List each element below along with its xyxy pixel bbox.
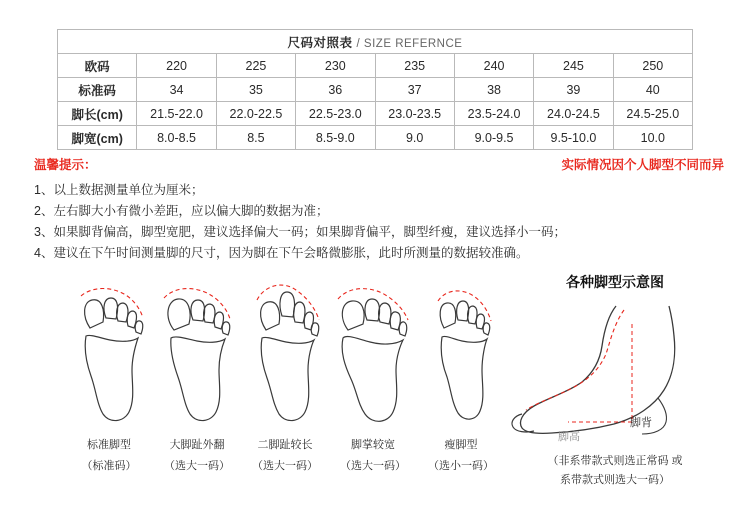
cell: 240 (454, 54, 533, 78)
cell: 8.5-9.0 (296, 126, 375, 150)
foot-type-wide (334, 272, 412, 474)
notes-section (34, 155, 724, 264)
table-row (58, 102, 693, 126)
cell: 9.0 (375, 126, 454, 150)
notes-heading-right: 实际情况因个人脚型不同而异 (561, 158, 724, 172)
cell: 9.0-9.5 (454, 126, 533, 150)
foot-label-name: 瘦脚型 (444, 439, 478, 451)
side-caption-line1: （非系带款式则选正常码 或 (547, 455, 683, 467)
label-foot-height: 脚高 (558, 431, 580, 443)
row-header-width: 脚宽(cm) (58, 126, 137, 150)
side-diagram-title: 各种脚型示意图 (566, 274, 664, 290)
table-row (58, 54, 693, 78)
foot-type-long-second-toe (246, 272, 324, 474)
size-table-title-en: / SIZE REFERNCE (356, 37, 463, 50)
foot-label-advice: （选大一码） (164, 460, 230, 472)
cell: 8.5 (216, 126, 295, 150)
table-row (58, 126, 693, 150)
cell: 40 (613, 78, 692, 102)
note-line: 1、以上数据测量单位为厘米； (34, 183, 204, 197)
cell: 21.5-22.0 (137, 102, 216, 126)
cell: 34 (137, 78, 216, 102)
cell: 10.0 (613, 126, 692, 150)
size-table (57, 29, 693, 150)
cell: 38 (454, 78, 533, 102)
foot-label-name: 大脚趾外翻 (169, 439, 225, 451)
foot-print-bunion-icon (158, 272, 236, 432)
cell: 250 (613, 54, 692, 78)
cell: 23.0-23.5 (375, 102, 454, 126)
cell: 245 (534, 54, 613, 78)
notes-heading-row (34, 155, 724, 173)
table-row (58, 78, 693, 102)
cell: 37 (375, 78, 454, 102)
cell: 230 (296, 54, 375, 78)
foot-print-narrow-icon (422, 272, 500, 432)
foot-print-standard-icon (70, 272, 148, 432)
cell: 36 (296, 78, 375, 102)
row-header-length: 脚长(cm) (58, 102, 137, 126)
foot-type-standard (70, 272, 148, 474)
cell: 24.0-24.5 (534, 102, 613, 126)
foot-label-advice: （标准码） (81, 460, 137, 472)
cell: 23.5-24.0 (454, 102, 533, 126)
size-table-title-cn: 尺码对照表 (287, 35, 353, 50)
size-table-title (58, 30, 693, 54)
foot-side-profile-icon (500, 302, 730, 450)
foot-label-name: 二脚趾较长 (257, 439, 313, 451)
row-header-standard: 标准码 (58, 78, 137, 102)
cell: 220 (137, 54, 216, 78)
table-row-title (58, 30, 693, 54)
cell: 22.5-23.0 (296, 102, 375, 126)
note-line: 2、左右脚大小有微小差距，应以偏大脚的数据为准； (34, 204, 329, 218)
cell: 9.5-10.0 (534, 126, 613, 150)
foot-type-bunion (158, 272, 236, 474)
foot-label-advice: （选大一码） (340, 460, 406, 472)
foot-print-long-second-toe-icon (246, 272, 324, 432)
size-chart (57, 29, 693, 150)
cell: 35 (216, 78, 295, 102)
cell: 225 (216, 54, 295, 78)
foot-label-advice: （选小一码） (428, 460, 494, 472)
cell: 22.0-22.5 (216, 102, 295, 126)
note-line: 4、建议在下午时间测量脚的尺寸，因为脚在下午会略微膨胀，此时所测量的数据较准确。 (34, 246, 529, 260)
foot-label-name: 标准脚型 (87, 439, 131, 451)
side-profile-section (500, 272, 730, 488)
row-header-eu: 欧码 (58, 54, 137, 78)
note-line: 3、如果脚背偏高，脚型宽肥，建议选择偏大一码；如果脚背偏平，脚型纤瘦，建议选择小一码； (34, 225, 566, 239)
foot-print-wide-icon (334, 272, 412, 432)
cell: 235 (375, 54, 454, 78)
foot-type-diagrams (70, 272, 510, 472)
foot-label-advice: （选大一码） (252, 460, 318, 472)
side-caption-line2: 系带款式则选大一码） (560, 474, 670, 486)
foot-type-narrow (422, 272, 500, 474)
cell: 39 (534, 78, 613, 102)
cell: 24.5-25.0 (613, 102, 692, 126)
label-instep: 脚背 (630, 417, 652, 429)
notes-heading-left: 温馨提示： (34, 158, 97, 172)
foot-label-name: 脚掌较宽 (351, 439, 395, 451)
foot-diagram-row (70, 272, 510, 474)
cell: 8.0-8.5 (137, 126, 216, 150)
